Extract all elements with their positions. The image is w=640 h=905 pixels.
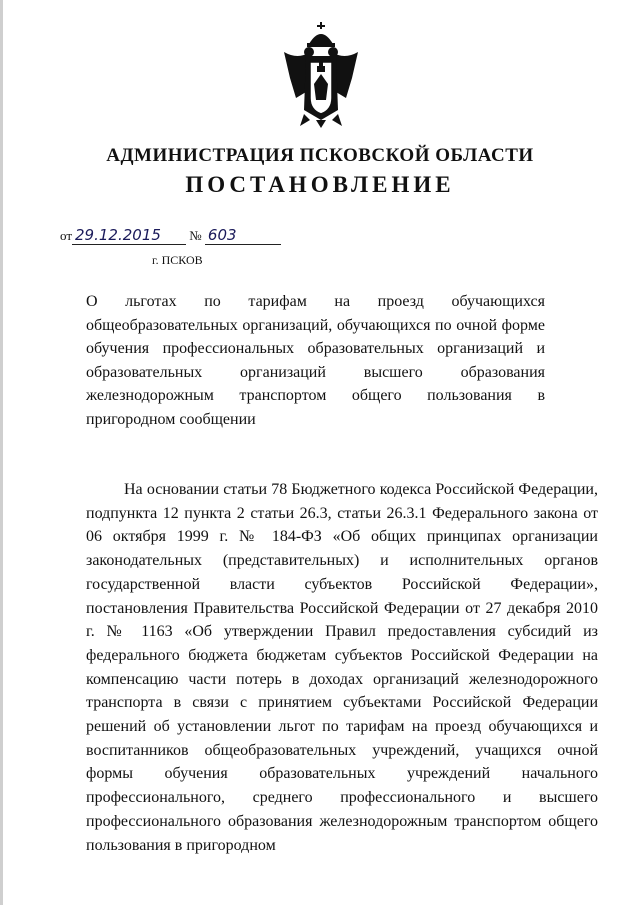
number-prefix: №	[189, 228, 202, 243]
document-type: ПОСТАНОВЛЕНИЕ	[185, 172, 455, 197]
document-subject: О льготах по тарифам на проезд обучающихся общеобразовательных организаций, обучающихся по очной форме обучения профессиональных образовательных организаций и образовательных организаций высшего образования железнодорожным транспортом общего пользования в пригородном сообщении	[86, 293, 545, 428]
scan-edge	[0, 0, 3, 905]
organization-title: АДМИНИСТРАЦИЯ ПСКОВСКОЙ ОБЛАСТИ	[106, 145, 534, 166]
date-prefix: от	[60, 228, 73, 243]
document-date: 29.12.2015	[72, 226, 186, 245]
date-number-line	[60, 226, 281, 245]
coat-of-arms-icon	[276, 22, 366, 130]
document-number: 603	[205, 226, 281, 245]
city-label: г. ПСКОВ	[152, 253, 203, 267]
document-body: На основании статьи 78 Бюджетного кодекса Российской Федерации, подпункта 12 пункта 2 статьи 26.3, статьи 26.3.1 Федерального закона от 06 октября 1999 г. № 184-ФЗ «Об общих принципах организации законодательных (представительных) и исполнительных органов государственной власти субъектов Российской Федерации», постановления Правительства Российской Федерации от 27 декабря 2010 г. № 1163 «Об утверждении Правил предоставления субсидий из федерального бюджета бюджетам субъектов Российской Федерации на компенсацию части потерь в доходах организаций железнодорожного транспорта в связи с принятием субъектами Российской Федерации решений об установлении льгот по тарифам на проезд обучающихся и воспитанников общеобразовательных учреждений, учащихся очной формы обучения образовательных учреждений начального профессионального, среднего профессионального и высшего профессионального образования железнодорожным транспортом общего пользования в пригородном	[86, 481, 598, 854]
